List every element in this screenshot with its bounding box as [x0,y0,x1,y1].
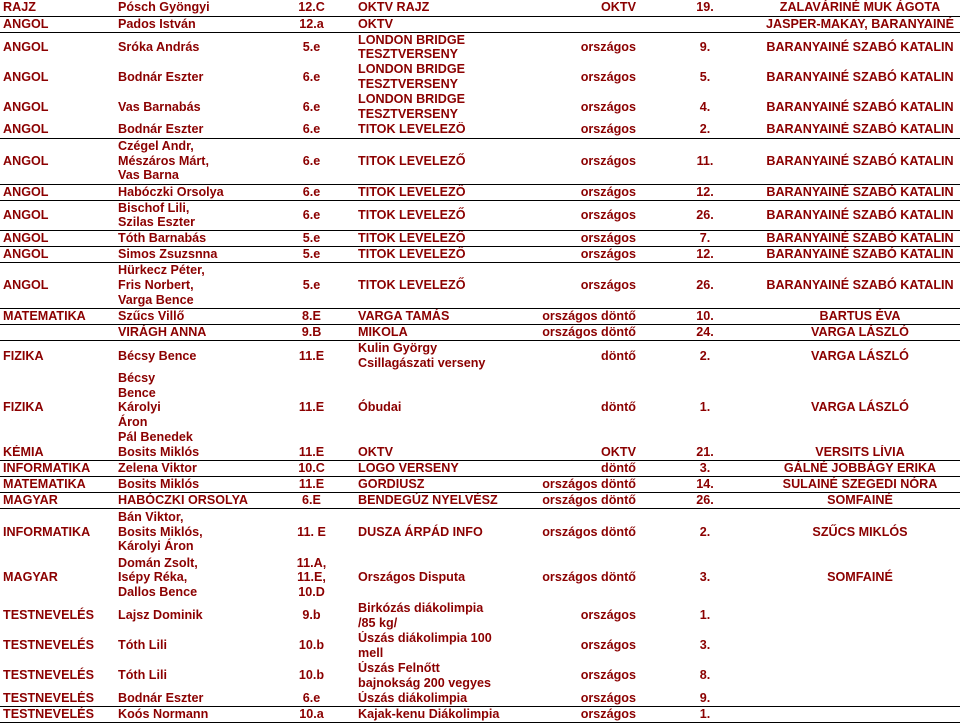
cell-place: 9. [699,39,711,54]
table-row [0,661,960,691]
cell-competition: LONDON BRIDGE TESZTVERSENY [358,32,466,62]
table-row [0,309,960,325]
cell-teacher [760,601,960,631]
cell-subject: TESTNEVELÉS [0,691,115,707]
cell-subject: ANGOL [3,99,49,114]
cell-name: Bosits Miklós [115,477,268,493]
cell-subject: MAGYAR [0,493,115,509]
cell-teacher [760,691,960,707]
cell-name: Bodnár Eszter [115,691,268,707]
cell-level: OKTV [503,0,650,16]
cell-teacher: BARANYAINÉ SZABÓ KATALIN [760,263,960,309]
cell-class: 8.E [268,309,355,325]
table-row [0,707,960,723]
cell-class: 9.B [268,325,355,341]
cell-competition: LONDON BRIDGE TESZTVERSENY [358,92,466,122]
cell-place [650,16,760,32]
cell-name: Bodnár Eszter [115,122,268,138]
cell-teacher: BARANYAINÉ SZABÓ KATALIN [760,138,960,184]
cell-competition: Országos Disputa [358,570,466,585]
cell-competition: VARGA TAMÁS [355,309,503,325]
cell-name: Hürkecz Péter, Fris Norbert, Varga Bence [115,263,268,309]
cell-place: 1. [650,707,760,723]
cell-level: országos [580,99,636,114]
cell-level: országos döntő [503,309,650,325]
cell-competition: MIKOLA [355,325,503,341]
cell-name: Pados István [115,16,268,32]
cell-competition: OKTV RAJZ [355,0,503,16]
cell-competition: Úszás diákolimpia [355,691,503,707]
cell-class: 6.e [268,200,355,231]
cell-class: 6.e [302,99,321,114]
cell-level: országos [503,247,650,263]
table-row [0,371,960,445]
cell-subject: TESTNEVELÉS [3,638,94,653]
cell-teacher: VARGA LÁSZLÓ [811,348,909,363]
table-row [0,122,960,138]
cell-level: döntő [503,461,650,477]
cell-level: OKTV [503,445,650,461]
cell-class: 6.e [268,122,355,138]
cell-level: országos döntő [503,493,650,509]
cell-class: 11.A, 11.E, 10.D [296,555,327,600]
cell-level: országos [503,138,650,184]
cell-teacher: SZŰCS MIKLÓS [812,524,908,539]
cell-level: országos [580,668,636,683]
cell-place: 19. [650,0,760,16]
cell-level [503,16,650,32]
cell-subject: TESTNEVELÉS [0,707,115,723]
cell-place: 24. [650,325,760,341]
table-row [0,601,960,631]
cell-name: HABÓCZKI ORSOLYA [115,493,268,509]
cell-level: országos [503,691,650,707]
cell-competition: Kajak-kenu Diákolimpia [355,707,503,723]
cell-competition: DUSZA ÁRPÁD INFO [358,524,483,539]
cell-subject: ANGOL [0,138,115,184]
cell-class: 5.e [302,39,321,54]
cell-teacher: BARANYAINÉ SZABÓ KATALIN [766,69,954,84]
cell-level: országos [503,200,650,231]
cell-place: 11. [650,138,760,184]
cell-competition: Birkózás diákolimpia /85 kg/ [358,600,484,630]
cell-place: 21. [650,445,760,461]
cell-level: országos [580,608,636,623]
cell-place: 2. [699,348,711,363]
cell-place: 26. [650,263,760,309]
cell-subject: ANGOL [3,69,49,84]
cell-place: 1. [699,400,711,415]
cell-class: 10.a [268,707,355,723]
cell-teacher: VARGA LÁSZLÓ [760,325,960,341]
table-row [0,247,960,263]
table-row [0,555,960,601]
cell-competition: LONDON BRIDGE TESZTVERSENY [358,62,466,92]
cell-competition: OKTV [355,445,503,461]
cell-name: Czégel Andr, Mészáros Márt, Vas Barna [115,138,268,184]
cell-teacher: GÁLNÉ JOBBÁGY ERIKA [760,461,960,477]
cell-place: 3. [699,638,711,653]
cell-competition: Óbudai [358,400,402,415]
cell-name: Tóth Lili [118,638,167,653]
cell-name: Pósch Gyöngyi [115,0,268,16]
cell-teacher: SULAINÉ SZEGEDI NÓRA [760,477,960,493]
cell-teacher: BARANYAINÉ SZABÓ KATALIN [766,99,954,114]
cell-subject: ANGOL [0,263,115,309]
cell-competition: TITOK LEVELEZŐ [355,184,503,200]
cell-level: országos döntő [503,477,650,493]
cell-teacher: SOMFAINÉ [827,570,893,585]
cell-place: 9. [650,691,760,707]
table-row [0,16,960,32]
cell-competition: TITOK LEVELEZŐ [355,138,503,184]
cell-name: Zelena Viktor [115,461,268,477]
cell-teacher: BARANYAINÉ SZABÓ KATALIN [760,122,960,138]
cell-subject: MATEMATIKA [0,477,115,493]
cell-class: 12.C [268,0,355,16]
cell-level: országos döntő [542,570,636,585]
cell-level: országos [580,69,636,84]
cell-level: országos [580,638,636,653]
cell-competition: OKTV [355,16,503,32]
cell-place: 8. [699,668,711,683]
cell-teacher: ZALAVÁRINÉ MUK ÁGOTA [760,0,960,16]
cell-teacher [760,707,960,723]
table-row [0,691,960,707]
cell-class: 11.E [298,400,325,415]
cell-class: 11.E [298,348,325,363]
cell-teacher: BARANYAINÉ SZABÓ KATALIN [760,247,960,263]
cell-place: 1. [699,608,711,623]
cell-subject: RAJZ [0,0,115,16]
cell-name: Szűcs Villő [115,309,268,325]
table-row [0,493,960,509]
cell-competition: Úszás Felnőtt bajnokság 200 vegyes [358,660,492,690]
cell-subject: MATEMATIKA [0,309,115,325]
cell-subject [0,325,115,341]
cell-class: 11.E [268,445,355,461]
cell-name: Vas Barnabás [118,99,201,114]
cell-teacher [760,661,960,691]
cell-name: Bán Viktor, Bosits Miklós, Károlyi Áron [118,509,203,554]
cell-place: 3. [650,461,760,477]
cell-place: 2. [650,122,760,138]
cell-level: döntő [601,400,636,415]
table-row [0,62,960,92]
cell-subject: ANGOL [3,39,49,54]
cell-competition: TITOK LEVELEZŐ [355,122,503,138]
cell-place: 26. [650,200,760,231]
table-row [0,32,960,62]
cell-place: 26. [650,493,760,509]
cell-level: országos [503,231,650,247]
cell-subject: INFORMATIKA [0,461,115,477]
cell-class: 11. E [297,524,326,539]
table-row [0,138,960,184]
cell-place: 7. [650,231,760,247]
cell-level: országos [503,184,650,200]
cell-competition: LOGO VERSENY [355,461,503,477]
cell-competition: BENDEGÚZ NYELVÉSZ [355,493,503,509]
cell-class: 10.b [298,668,325,683]
cell-teacher: BARANYAINÉ SZABÓ KATALIN [760,184,960,200]
cell-place: 4. [699,99,711,114]
cell-class: 5.e [268,263,355,309]
cell-name: Bécsy Bence [118,348,197,363]
table-row [0,477,960,493]
cell-teacher [760,631,960,661]
cell-class: 12.a [268,16,355,32]
cell-teacher: VARGA LÁSZLÓ [811,400,909,415]
cell-subject: ANGOL [0,122,115,138]
cell-level: országos [580,39,636,54]
cell-competition: GORDIUSZ [355,477,503,493]
cell-class: 10.b [298,638,325,653]
cell-name: Simos Zsuzsnna [115,247,268,263]
cell-name: Sróka András [118,39,200,54]
cell-class: 10.C [268,461,355,477]
cell-competition: TITOK LEVELEZŐ [355,231,503,247]
cell-name: Lajsz Dominik [118,608,203,623]
cell-subject: KÉMIA [0,445,115,461]
cell-level: döntő [601,348,636,363]
cell-teacher: SOMFAINÉ [760,493,960,509]
cell-teacher: JASPER-MAKAY, BARANYAINÉ [760,16,960,32]
cell-name: VIRÁGH ANNA [115,325,268,341]
cell-place: 2. [699,524,711,539]
cell-name: Koós Normann [115,707,268,723]
cell-place: 3. [699,570,711,585]
cell-class: 6.e [268,138,355,184]
table-row [0,0,960,16]
table-row [0,184,960,200]
cell-name: Bischof Lili, Szilas Eszter [115,200,268,231]
cell-name: Tóth Barnabás [115,231,268,247]
cell-level: országos [503,122,650,138]
cell-teacher: BARANYAINÉ SZABÓ KATALIN [766,39,954,54]
cell-name: Habóczki Orsolya [115,184,268,200]
cell-teacher: BARANYAINÉ SZABÓ KATALIN [760,200,960,231]
table-row [0,325,960,341]
cell-competition: Kulin György Csillagászati verseny [358,341,486,370]
cell-subject: ANGOL [0,16,115,32]
cell-level: országos döntő [542,524,636,539]
cell-teacher: VERSITS LÍVIA [760,445,960,461]
table-row [0,509,960,555]
table-row [0,200,960,231]
cell-class: 5.e [268,247,355,263]
cell-name: Bodnár Eszter [118,69,204,84]
cell-subject: ANGOL [0,184,115,200]
cell-name: Bécsy Bence Károlyi Áron Pál Benedek [118,370,193,444]
cell-subject: ANGOL [0,200,115,231]
cell-place: 14. [650,477,760,493]
cell-class: 9.b [302,608,321,623]
table-row [0,631,960,661]
table-row [0,231,960,247]
table-row [0,92,960,122]
cell-level: országos döntő [503,325,650,341]
table-row [0,445,960,461]
cell-teacher: BARANYAINÉ SZABÓ KATALIN [760,231,960,247]
cell-class: 6.e [302,69,321,84]
cell-class: 11.E [268,477,355,493]
cell-class: 6.e [268,691,355,707]
cell-subject: FIZIKA [3,348,44,363]
cell-place: 5. [699,69,711,84]
cell-place: 12. [650,184,760,200]
cell-place: 10. [650,309,760,325]
cell-class: 5.e [268,231,355,247]
cell-subject: FIZIKA [3,400,44,415]
cell-subject: ANGOL [0,231,115,247]
cell-teacher: BARTUS ÉVA [760,309,960,325]
cell-name: Bosits Miklós [115,445,268,461]
cell-class: 6.E [268,493,355,509]
cell-competition: TITOK LEVELEZŐ [355,247,503,263]
cell-subject: TESTNEVELÉS [3,668,94,683]
cell-name: Tóth Lili [118,668,167,683]
cell-subject: MAGYAR [3,570,58,585]
cell-competition: TITOK LEVELEZŐ [355,200,503,231]
cell-level: országos [503,707,650,723]
cell-level: országos [503,263,650,309]
cell-class: 6.e [268,184,355,200]
cell-subject: ANGOL [0,247,115,263]
cell-place: 12. [650,247,760,263]
table-row [0,461,960,477]
cell-competition: TITOK LEVELEZŐ [355,263,503,309]
table-row [0,263,960,309]
cell-subject: INFORMATIKA [3,524,91,539]
table-row [0,341,960,371]
cell-name: Domán Zsolt, Isépy Réka, Dallos Bence [118,555,198,600]
cell-subject: TESTNEVELÉS [3,608,94,623]
cell-competition: Úszás diákolimpia 100 mell [358,630,492,660]
